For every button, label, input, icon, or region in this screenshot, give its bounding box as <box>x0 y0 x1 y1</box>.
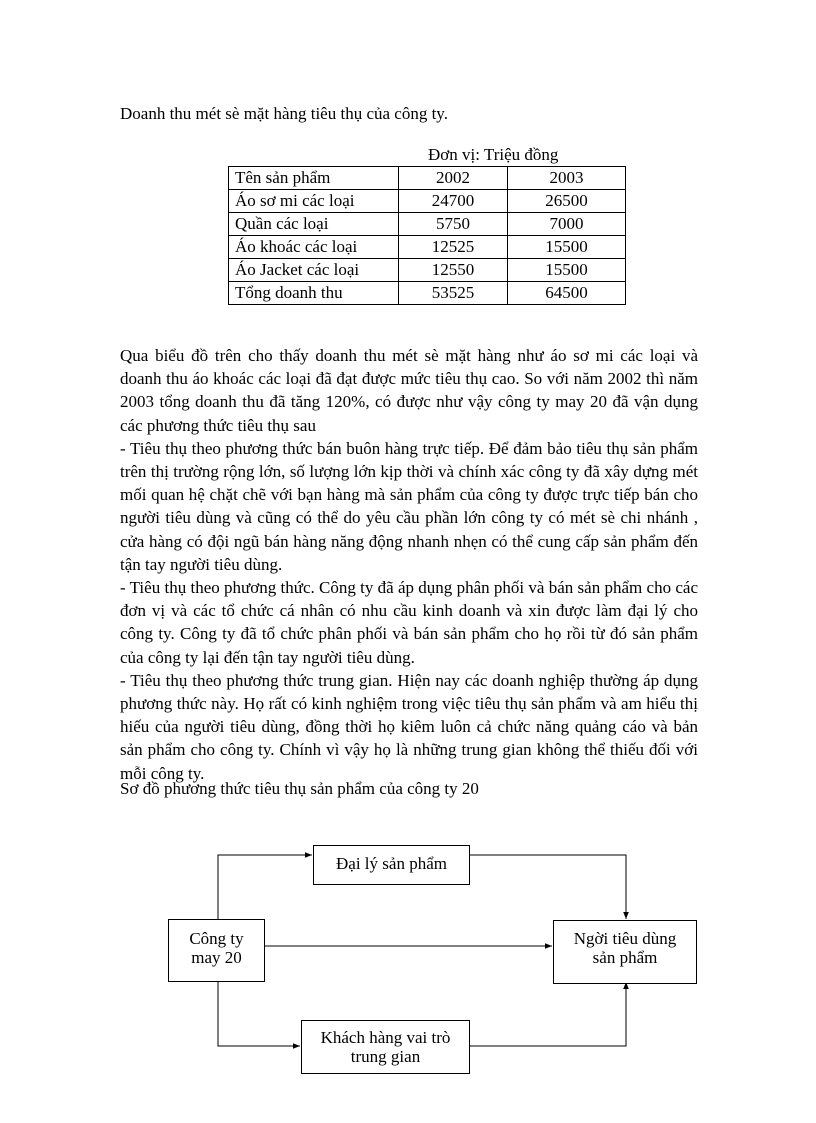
total-label: Tổng doanh thu <box>229 282 399 305</box>
product-name: Áo sơ mi các loại <box>229 190 399 213</box>
value-2003: 15500 <box>508 259 626 282</box>
paragraph-summary: Qua biểu đồ trên cho thấy doanh thu mét sè mặt hàng như áo sơ mi các loại và doanh thu áo khoác các loại đã đạt được mức tiêu thụ cao. So với năm 2002 thì năm 2003 tổng doanh thu đã tăng 120%, có được như vậy công ty may 20 đã vận dụng các phương thức tiêu thụ sau <box>120 346 698 435</box>
agent-label: Đại lý sản phẩm <box>336 854 447 873</box>
company-line-2: may 20 <box>191 948 242 967</box>
header-2002: 2002 <box>399 167 508 190</box>
header-product: Tên sản phẩm <box>229 167 399 190</box>
diagram-caption: Sơ đồ phương thức tiêu thụ sản phẩm của công ty 20 <box>120 779 479 798</box>
value-2003: 26500 <box>508 190 626 213</box>
consumer-line-2: sản phẩm <box>592 948 658 967</box>
arrow-intermediary-to-consumer <box>469 982 626 1046</box>
value-2003: 7000 <box>508 213 626 236</box>
value-2002: 5750 <box>399 213 508 236</box>
intermediary-line-2: trung gian <box>350 1047 421 1066</box>
value-2002: 12525 <box>399 236 508 259</box>
company-line-1: Công ty <box>189 929 244 948</box>
value-2003: 15500 <box>508 236 626 259</box>
consumer-line-1: Ngời tiêu dùng <box>573 929 677 948</box>
product-name: Áo Jacket các loại <box>229 259 399 282</box>
intermediary-box <box>301 1020 470 1074</box>
total-2003: 64500 <box>508 282 626 305</box>
company-box <box>168 919 265 982</box>
value-2002: 12550 <box>399 259 508 282</box>
agent-box <box>313 845 470 885</box>
intro-text: Doanh thu mét sè mặt hàng tiêu thụ của công ty. <box>120 104 448 123</box>
table-unit: Đơn vị: Triệu đồng <box>428 145 559 164</box>
paragraph-agency: - Tiêu thụ theo phương thức. Công ty đã áp dụng phân phối và bán sản phẩm cho các đơn vị và các tổ chức cá nhân có nhu cầu kinh doanh và xin được làm đại lý cho công ty. Công ty đã tổ chức phân phối và bán sản phẩm cho họ rồi từ đó sản phẩm của công ty lại đến tận tay người tiêu dùng. <box>120 578 698 667</box>
product-name: Áo khoác các loại <box>229 236 399 259</box>
header-2003: 2003 <box>508 167 626 190</box>
arrow-company-to-agent <box>218 855 312 919</box>
product-name: Quần các loại <box>229 213 399 236</box>
paragraph-intermediary: - Tiêu thụ theo phương thức trung gian. Hiện nay các doanh nghiệp thường áp dụng phương thức này. Họ rất có kinh nghiệm trong việc tiêu thụ sản phẩm và am hiểu thị hiếu của người tiêu dùng, đồng thời họ kiêm luôn cả chức năng quảng cáo và bản sản phẩm cho công ty. Chính vì vậy họ là những trung gian không thể thiếu đối với mỗi công ty. <box>120 670 698 783</box>
total-2002: 53525 <box>399 282 508 305</box>
intermediary-line-1: Khách hàng vai trò <box>320 1028 451 1047</box>
consumer-box <box>553 920 697 984</box>
paragraph-direct-wholesale: - Tiêu thụ theo phương thức bán buôn hàng trực tiếp. Để đảm bảo tiêu thụ sản phẩm trên thị trường rộng lớn, số lượng lớn kịp thời và chính xác công ty đã xây dựng mét mối quan hệ chặt chẽ với bạn hàng mà sản phẩm của công ty được trực tiếp bán cho người tiêu dùng và cũng có thể do yêu cầu phần lớn công ty có mét sè chi nhánh , cửa hàng có đội ngũ bán hàng năng động nhanh nhẹn có thể cung cấp sản phẩm đến tận tay người tiêu dùng. <box>120 438 698 574</box>
arrow-company-to-intermediary <box>218 981 300 1046</box>
value-2002: 24700 <box>399 190 508 213</box>
arrow-agent-to-consumer <box>469 855 626 919</box>
